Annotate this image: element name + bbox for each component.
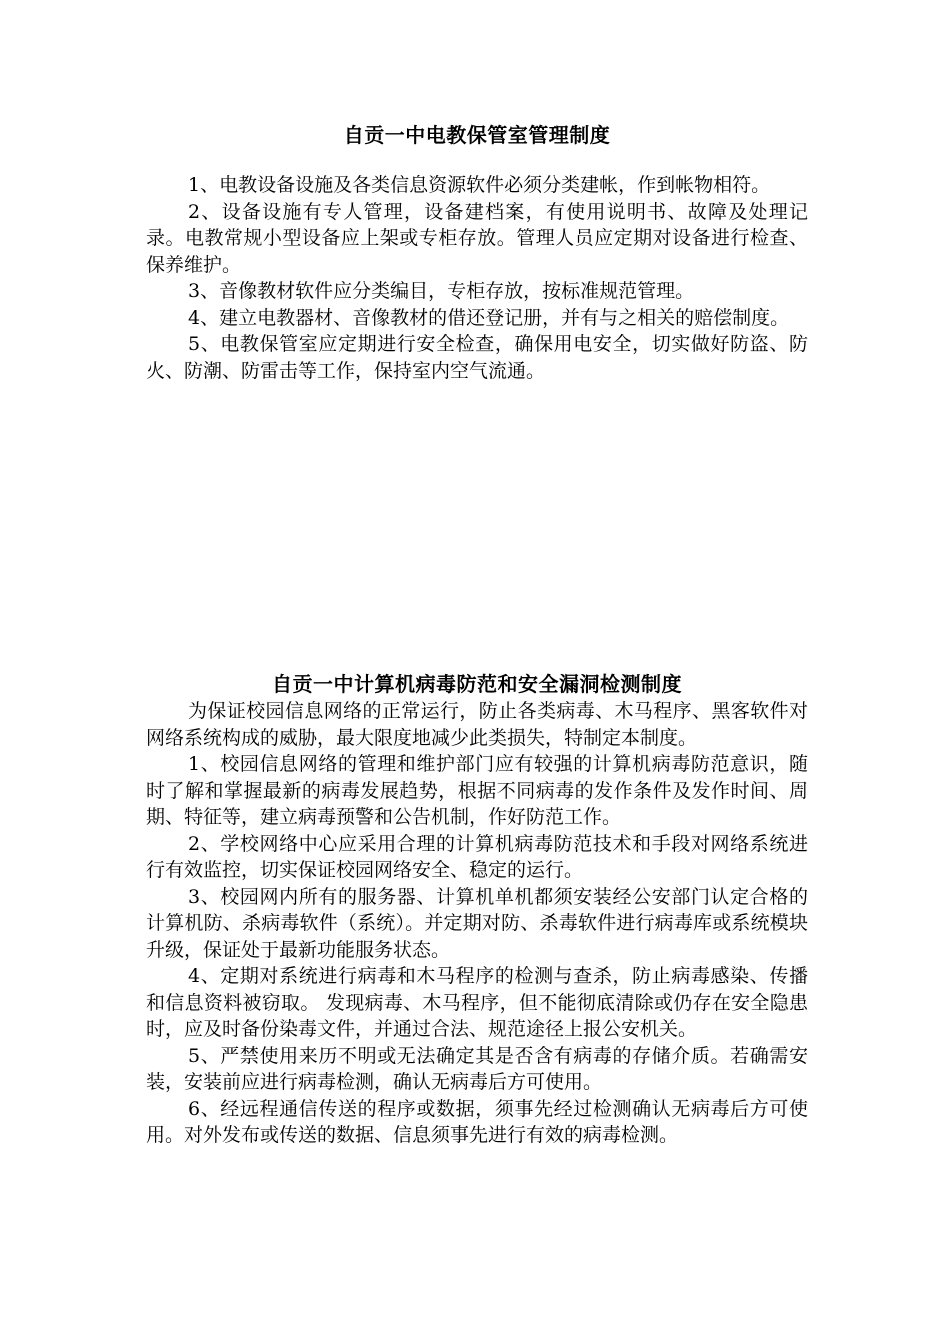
rule-paragraph: 1、电教设备设施及各类信息资源软件必须分类建帐，作到帐物相符。: [188, 174, 771, 196]
intro-paragraph: 为保证校园信息网络的正常运行，防止各类病毒、木马程序、黑客软件对网络系统构成的威胁，最大限度地减少此类损失，特制定本制度。: [146, 700, 808, 749]
rule-paragraph: 3、校园网内所有的服务器、计算机单机都须安装经公安部门认定合格的计算机防、杀病毒软件（系统）。并定期对防、杀毒软件进行病毒库或系统模块升级，保证处于最新功能服务状态。: [146, 885, 808, 961]
rule-paragraph: 3、音像教材软件应分类编目，专柜存放，按标准规范管理。: [188, 280, 695, 302]
rule-paragraph: 5、严禁使用来历不明或无法确定其是否含有病毒的存储介质。若确需安装，安装前应进行病毒检测，确认无病毒后方可使用。: [146, 1044, 808, 1093]
rule-paragraph: 1、校园信息网络的管理和维护部门应有较强的计算机病毒防范意识，随时了解和掌握最新的病毒发展趋势，根据不同病毒的发作条件及发作时间、周期、特征等，建立病毒预警和公告机制，作好防范工作。: [146, 753, 808, 828]
rule-paragraph: 2、设备设施有专人管理，设备建档案，有使用说明书、故障及处理记录。电教常规小型设备应上架或专柜存放。管理人员应定期对设备进行检查、保养维护。: [146, 200, 808, 276]
rule-paragraph: 4、定期对系统进行病毒和木马程序的检测与查杀，防止病毒感染、传播和信息资料被窃取。 发现病毒、木马程序，但不能彻底清除或仍存在安全隐患时，应及时备份染毒文件，并通过合法、规范途径上报公安机关。: [146, 965, 808, 1040]
rule-paragraph: 6、经远程通信传送的程序或数据，须事先经过检测确认无病毒后方可使用。对外发布或传送的数据、信息须事先进行有效的病毒检测。: [146, 1097, 808, 1146]
rule-paragraph: 5、电教保管室应定期进行安全检查，确保用电安全，切实做好防盗、防火、防潮、防雷击等工作，保持室内空气流通。: [146, 333, 808, 382]
section-virus-prevention-rules: [146, 670, 808, 1149]
rule-paragraph: 2、学校网络中心应采用合理的计算机病毒防范技术和手段对网络系统进行有效监控，切实保证校园网络安全、稳定的运行。: [146, 832, 808, 881]
rule-paragraph: 4、建立电教器材、音像教材的借还登记册，并有与之相关的赔偿制度。: [188, 306, 790, 329]
section-av-storage-rules: [146, 121, 808, 384]
section-title: 自贡一中计算机病毒防范和安全漏洞检测制度: [272, 672, 682, 696]
section-title: 自贡一中电教保管室管理制度: [343, 123, 611, 147]
